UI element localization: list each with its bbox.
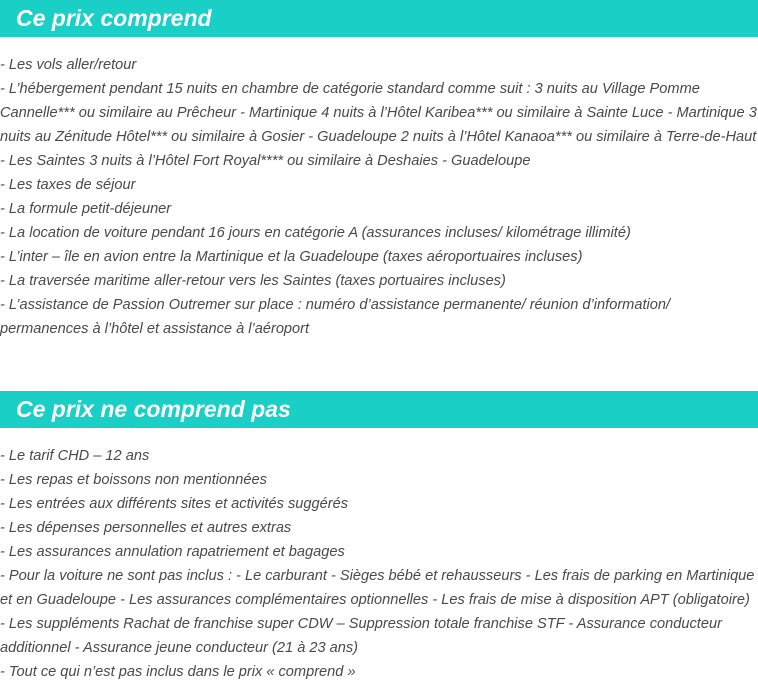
list-item: - Les repas et boissons non mentionnées <box>0 472 267 488</box>
list-item: - La formule petit-déjeuner <box>0 201 172 217</box>
list-item: - Les dépenses personnelles et autres extras <box>0 520 292 536</box>
list-item: - L’inter – île en avion entre la Martinique et la Guadeloupe (taxes aéroportuaires incluses) <box>0 249 583 265</box>
list-item: - La traversée maritime aller-retour vers les Saintes (taxes portuaires incluses) <box>0 273 506 289</box>
list-item: - Pour la voiture ne sont pas inclus : - Le carburant - Sièges bébé et rehausseurs - Les frais de parking en Martinique et en Guadeloupe - Les assurances complémentaires optionnelles - Les frais de mise à disposition APT (obligatoire) - Les suppléments Rachat de franchise super CDW – Suppression totale franchise STF - Assurance conducteur additionnel - Assurance jeune conducteur (21 à 23 ans) <box>0 568 755 656</box>
list-item: - Le tarif CHD – 12 ans <box>0 448 150 464</box>
list-item: - Les vols aller/retour <box>0 57 137 73</box>
list-item: - Les taxes de séjour <box>0 177 136 193</box>
included-section <box>0 0 758 341</box>
excluded-section <box>0 391 758 684</box>
list-item: - L’assistance de Passion Outremer sur place : numéro d’assistance permanente/ réunion d’information/ permanences à l’hôtel et assistance à l’aéroport <box>0 297 671 337</box>
included-list <box>0 53 758 341</box>
list-item: - L’hébergement pendant 15 nuits en chambre de catégorie standard comme suit : 3 nuits au Village Pomme Cannelle*** ou similaire au Prêcheur - Martinique 4 nuits à l’Hôtel Karibea*** ou similaire à Sainte Luce - Martinique 3 nuits au Zénitude Hôtel*** ou similaire à Gosier - Guadeloupe 2 nuits à l’Hôtel Kanaoa*** ou similaire à Terre-de-Haut - Les Saintes 3 nuits à l’Hôtel Fort Royal**** ou similaire à Deshaies - Guadeloupe <box>0 81 757 169</box>
list-item: - Tout ce qui n’est pas inclus dans le prix « comprend » <box>0 664 356 680</box>
excluded-list <box>0 444 758 684</box>
list-item: - Les entrées aux différents sites et activités suggérés <box>0 496 348 512</box>
list-item: - La location de voiture pendant 16 jours en catégorie A (assurances incluses/ kilométrage illimité) <box>0 225 631 241</box>
included-heading: Ce prix comprend <box>0 0 758 37</box>
excluded-heading: Ce prix ne comprend pas <box>0 391 758 428</box>
list-item: - Les assurances annulation rapatriement et bagages <box>0 544 345 560</box>
